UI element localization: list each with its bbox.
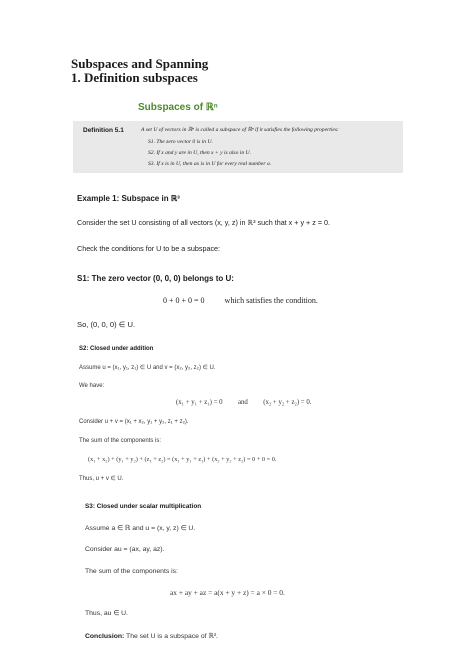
document-title: Subspaces and Spanning	[71, 56, 209, 71]
definition-s2: S2. If x and y are in U, then x + y is also in U.	[148, 150, 251, 156]
s3-title: S3: Closed under scalar multiplication	[85, 503, 202, 510]
s2-have-eq-1: (x₁ + y₁ + z₁) = 0	[176, 399, 223, 406]
s2-thus: Thus, u + v ∈ U.	[79, 476, 124, 482]
s2-title: S2: Closed under addition	[79, 346, 154, 352]
definition-label: Definition 5.1	[83, 127, 124, 134]
conclusion-text: The set U is a subspace of ℝ³.	[126, 633, 218, 640]
s2-have-equations	[176, 399, 311, 406]
s2-sum-equation: (x₁ + x₂) + (y₁ + y₂) + (z₁ + z₂) = (x₁ + y₁ + z₁) + (x₂ + y₂ + z₂) = 0 + 0 = 0.	[88, 456, 277, 463]
definition-s1: S1. The zero vector 0 is in U.	[148, 139, 213, 145]
s3-sum-intro: The sum of the components is:	[85, 568, 178, 575]
s3-consider: Consider au = (ax, ay, az).	[85, 546, 165, 553]
s3-sum-equation: ax + ay + az = a(x + y + z) = a × 0 = 0.	[170, 588, 285, 597]
s1-equation-note: which satisfies the condition.	[224, 296, 318, 305]
s2-have-and: and	[237, 399, 248, 406]
s3-assume: Assume a ∈ ℝ and u = (x, y, z) ∈ U.	[85, 525, 196, 532]
conclusion-label: Conclusion:	[85, 633, 125, 640]
s2-consider: Consider u + v = (x₁ + x₂, y₁ + y₂, z₁ + z₂).	[79, 419, 189, 425]
s3-thus: Thus, au ∈ U.	[85, 610, 128, 617]
s1-title: S1: The zero vector (0, 0, 0) belongs to U:	[77, 274, 234, 283]
section-heading: 1. Definition subspaces	[71, 70, 198, 85]
s1-equation-math: 0 + 0 + 0 = 0	[163, 296, 205, 305]
example-check: Check the conditions for U to be a subspace:	[77, 244, 221, 253]
s2-sum-intro: The sum of the components is:	[79, 438, 162, 444]
figure-title: Subspaces of ℝⁿ	[138, 102, 218, 113]
s2-have-eq-2: (x₂ + y₂ + z₂) = 0.	[263, 399, 312, 406]
s1-so: So, (0, 0, 0) ∈ U.	[77, 320, 136, 329]
example-title: Example 1: Subspace in ℝ³	[77, 194, 180, 203]
definition-text: A set U of vectors in ℝⁿ is called a subspace of ℝⁿ if it satisfies the following properties:	[141, 127, 339, 133]
conclusion	[85, 632, 218, 640]
example-consider: Consider the set U consisting of all vectors (x, y, z) in ℝ³ such that x + y + z = 0.	[77, 218, 331, 227]
s2-assume: Assume u = (x₁, y₁, z₁) ∈ U and v = (x₂, y₂, z₂) ∈ U.	[79, 365, 216, 371]
definition-s3: S3. If x is in U, then ax is in U for every real number a.	[148, 161, 272, 167]
s2-we-have: We have:	[79, 383, 105, 389]
s1-equation	[163, 296, 318, 305]
